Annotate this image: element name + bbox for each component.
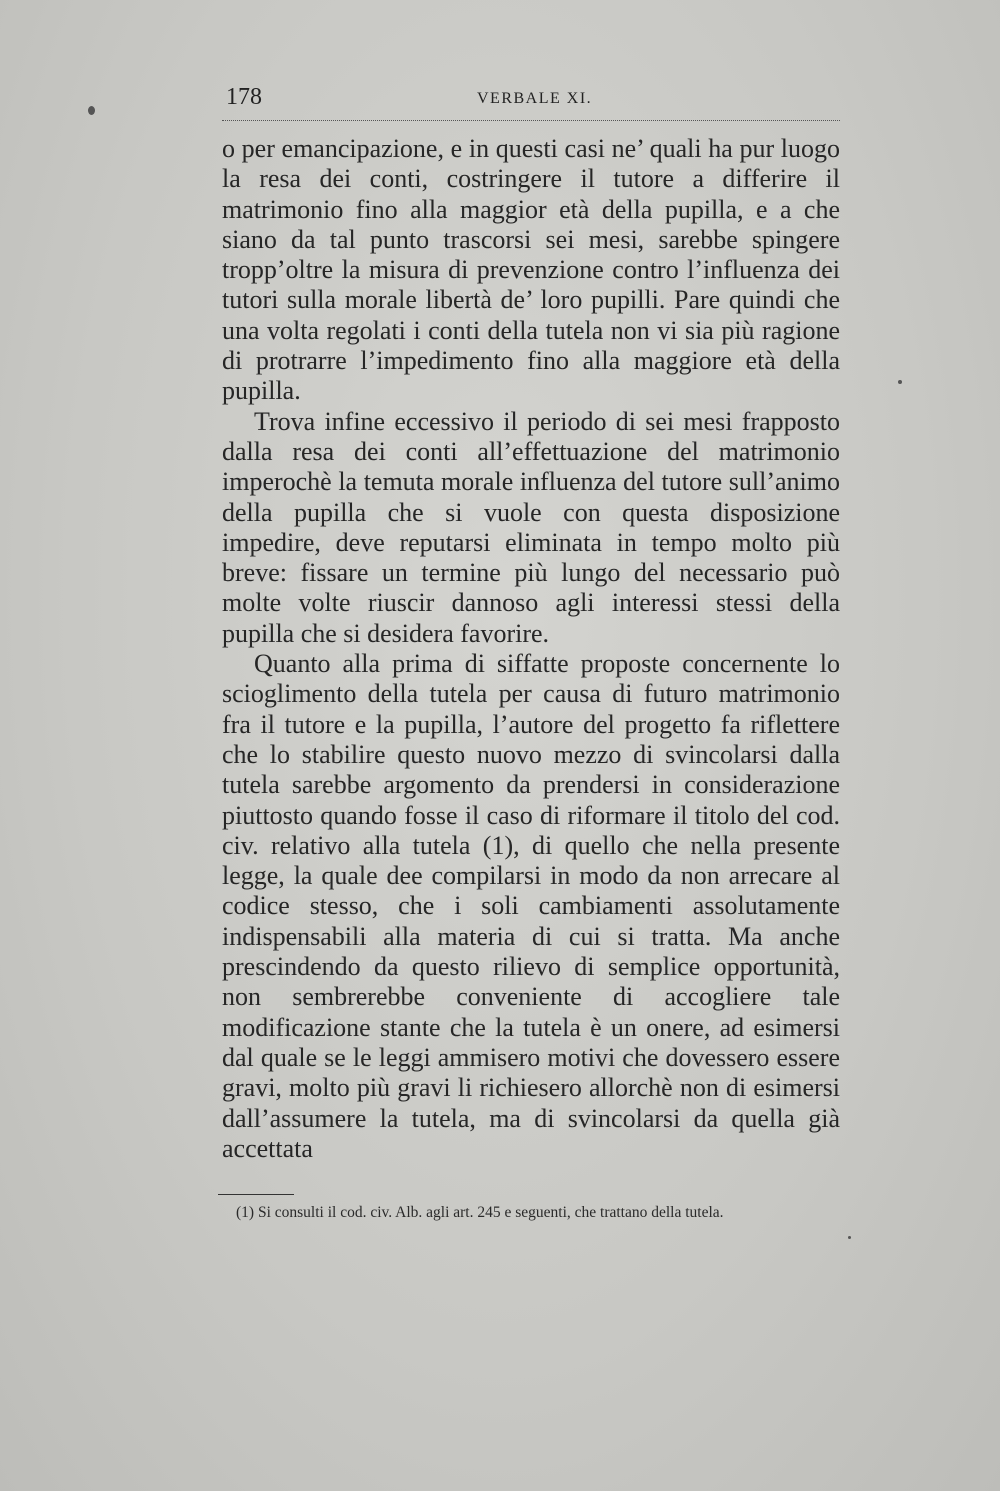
- page-header: [222, 84, 840, 121]
- paper-speck: [898, 380, 902, 384]
- body-text: [222, 134, 840, 1164]
- paragraph-1: o per emancipazione, e in questi casi ne’ quali ha pur luogo la resa dei conti, costringere il tutore a differire il matrimonio fino alla maggior età della pupilla, e a che siano da tal punto trascorsi sei mesi, sarebbe spingere tropp’oltre la misura di prevenzione contro l’influenza dei tutori sulla morale libertà de’ loro pupilli. Pare quindi che una volta regolati i conti della tutela non vi sia più ragione di protrarre l’impedimento fino alla maggiore età della pupilla.: [222, 134, 840, 406]
- paragraph-2: Trova infine eccessivo il periodo di sei mesi frapposto dalla resa dei conti all’effettuazione del matrimonio imperochè la temuta morale influenza del tutore sull’animo della pupilla che si vuole con questa disposizione impedire, deve reputarsi eliminata in tempo molto più breve: fissare un termine più lungo del necessario può molte volte riuscir dannoso agli interessi stessi della pupilla che si desidera favorire.: [222, 406, 840, 648]
- running-head: VERBALE XI.: [477, 90, 593, 107]
- page-number: 178: [226, 84, 262, 110]
- footnote: (1) Si consulti il cod. civ. Alb. agli art. 245 e seguenti, che trattano della tutela.: [236, 1204, 724, 1221]
- paper-speck: [88, 106, 95, 115]
- footnote-rule: [218, 1194, 294, 1195]
- paper-speck: [848, 1236, 851, 1239]
- paragraph-3: Quanto alla prima di siffatte proposte concernente lo scioglimento della tutela per causa di futuro matrimonio fra il tutore e la pupilla, l’autore del progetto fa riflettere che lo stabilire questo nuovo mezzo di svincolarsi dalla tutela sarebbe argomento da prendersi in considerazione piuttosto quando fosse il caso di riformare il titolo del cod. civ. relativo alla tutela (1), di quello che nella presente legge, la quale dee compilarsi in modo da non arrecare al codice stesso, che i soli cambiamenti assolutamente indispensabili alla materia di cui si tratta. Ma anche prescindendo da questo rilievo di semplice opportunità, non sembrerebbe conveniente di accogliere tale modificazione stante che la tutela è un onere, ad esimersi dal quale se le leggi ammisero motivi che dovessero essere gravi, molto più gravi li richiesero allorchè non di esimersi dall’assumere la tutela, ma di svincolarsi da quella già accettata: [222, 649, 840, 1163]
